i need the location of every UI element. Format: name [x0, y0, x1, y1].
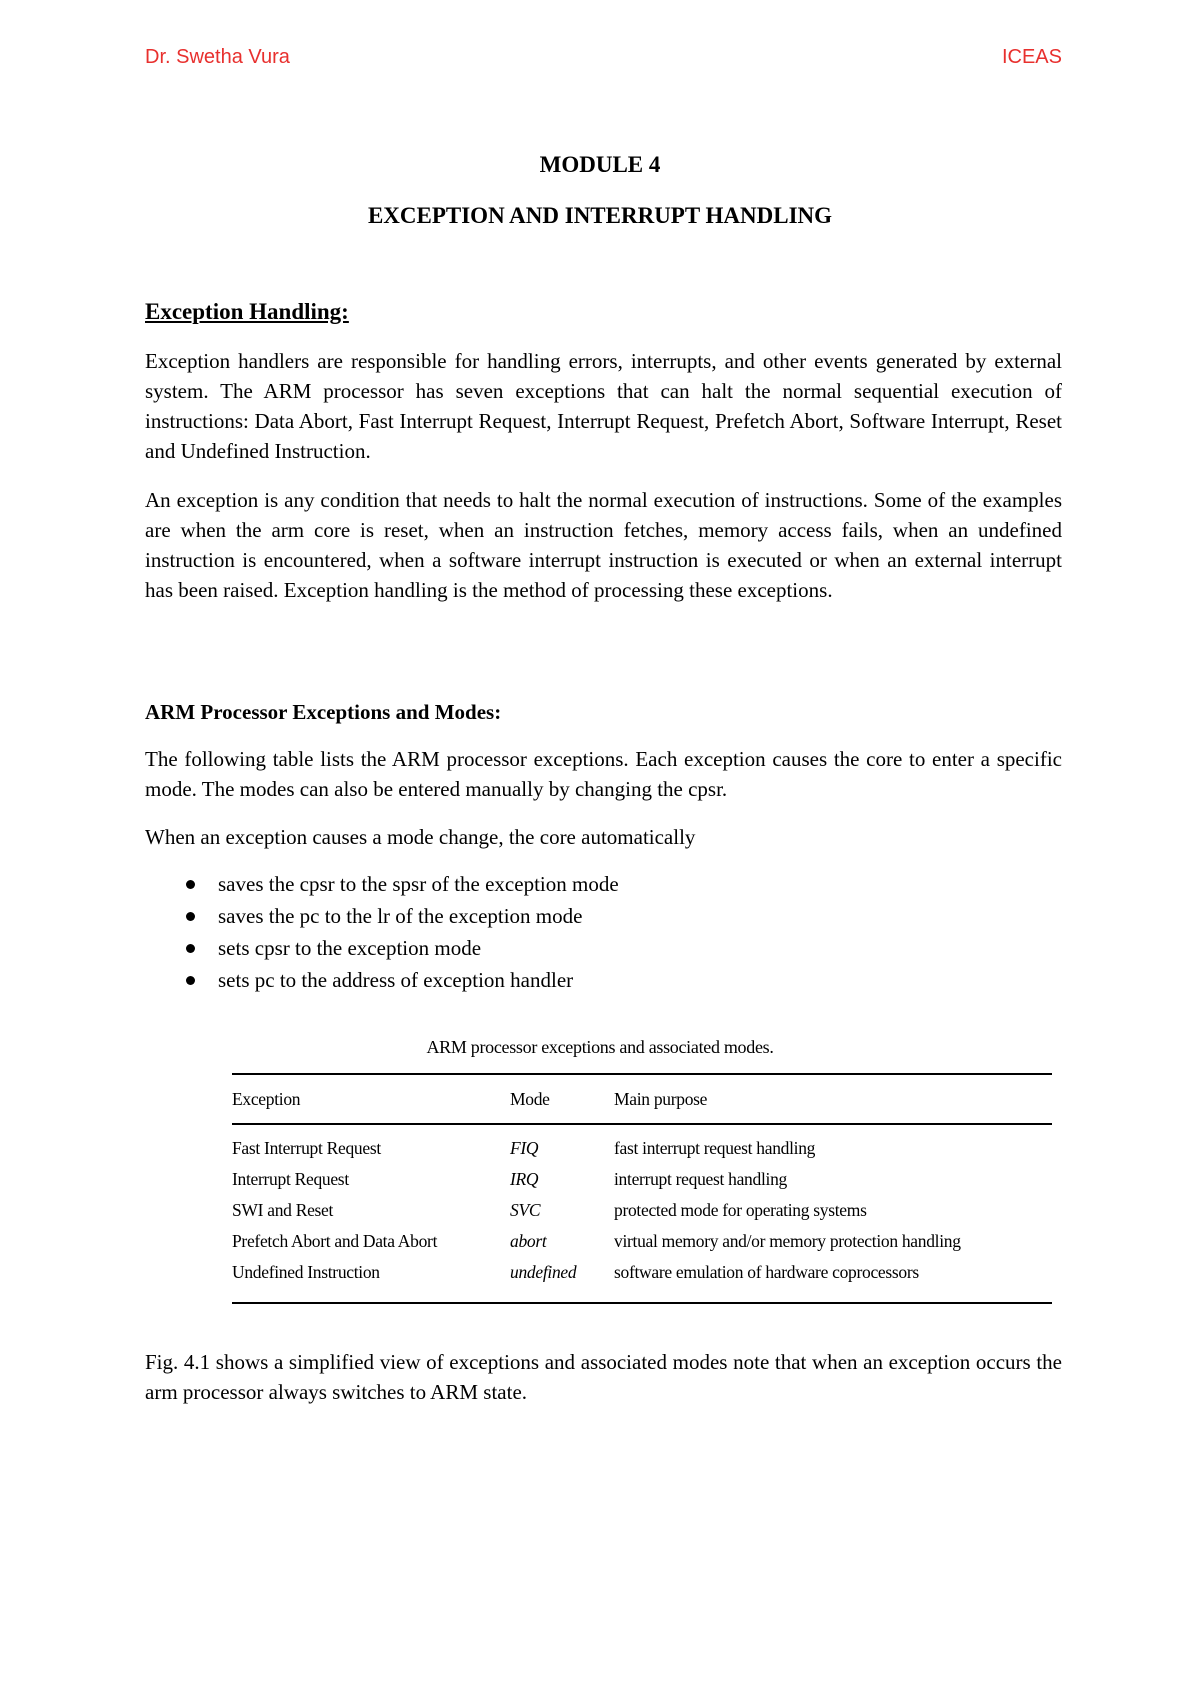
table-row [232, 1226, 1052, 1257]
cell-purpose: software emulation of hardware coprocessors [614, 1262, 919, 1282]
paragraph-exception-definition: An exception is any condition that needs to halt the normal execution of instructions. Some of the examples are when the arm core is reset, when an instruction fetches, memory access fails, when an undefined instruction is encountered, when a software interrupt instruction is executed or when an external interrupt has been raised. Exception handling is the method of processing these exceptions. [145, 488, 1062, 602]
list-item: saves the pc to the lr of the exception mode [182, 900, 1042, 932]
table-row [232, 1195, 1052, 1226]
cell-purpose: fast interrupt request handling [614, 1138, 816, 1158]
page-header [145, 46, 1062, 76]
section-heading-exceptions-modes: ARM Processor Exceptions and Modes: [145, 700, 502, 724]
table-header-row [232, 1075, 1052, 1125]
cell-mode: SVC [510, 1200, 541, 1220]
paragraph-exception-handlers: Exception handlers are responsible for handling errors, interrupts, and other events generated by external system. The ARM processor has seven exceptions that can halt the normal sequential execution of instructions: Data Abort, Fast Interrupt Request, Interrupt Request, Prefetch Abort, Software Interrupt, Reset and Undefined Instruction. [145, 349, 1062, 463]
header-exception: Exception [232, 1088, 301, 1109]
table-body [232, 1125, 1052, 1302]
exceptions-table [232, 1073, 1052, 1304]
cell-exception: Fast Interrupt Request [232, 1138, 381, 1158]
paragraph-fig-reference: Fig. 4.1 shows a simplified view of exceptions and associated modes note that when an exception occurs the arm processor always switches to ARM state. [145, 1350, 1062, 1404]
module-subject: EXCEPTION AND INTERRUPT HANDLING [367, 203, 833, 228]
header-author: Dr. Swetha Vura [145, 46, 290, 68]
paragraph-mode-change: When an exception causes a mode change, the core automatically [145, 825, 696, 849]
cell-purpose: interrupt request handling [614, 1169, 787, 1189]
cell-mode: abort [510, 1231, 547, 1251]
module-title: MODULE 4 [539, 152, 661, 177]
cell-purpose: virtual memory and/or memory protection handling [614, 1231, 961, 1251]
section-heading-exception-handling: Exception Handling: [145, 299, 349, 324]
list-item: saves the cpsr to the spsr of the exception mode [182, 868, 1042, 900]
cell-exception: Undefined Instruction [232, 1262, 380, 1282]
cell-mode: undefined [510, 1262, 577, 1282]
table-row [232, 1133, 1052, 1164]
list-item: sets cpsr to the exception mode [182, 932, 1042, 964]
cell-exception: Prefetch Abort and Data Abort [232, 1231, 438, 1251]
list-item: sets pc to the address of exception handler [182, 964, 1042, 996]
header-main-purpose: Main purpose [614, 1088, 708, 1109]
cell-exception: SWI and Reset [232, 1200, 334, 1220]
cell-mode: IRQ [510, 1169, 539, 1189]
paragraph-table-intro: The following table lists the ARM processor exceptions. Each exception causes the core to enter a specific mode. The modes can also be entered manually by changing the cpsr. [145, 747, 1062, 801]
table-caption: ARM processor exceptions and associated modes. [426, 1037, 774, 1057]
header-institution: ICEAS [1001, 46, 1062, 68]
cell-exception: Interrupt Request [232, 1169, 349, 1189]
cell-mode: FIQ [510, 1138, 539, 1158]
table-row [232, 1257, 1052, 1288]
cell-purpose: protected mode for operating systems [614, 1200, 867, 1220]
table-row [232, 1164, 1052, 1195]
bullet-list [182, 868, 1042, 996]
header-mode: Mode [510, 1088, 550, 1109]
